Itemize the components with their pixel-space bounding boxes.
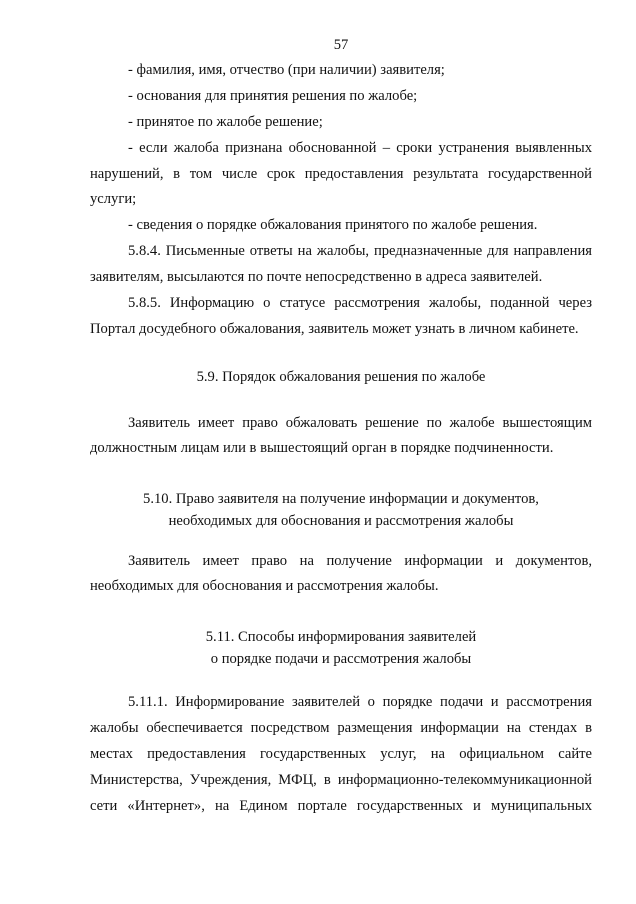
- paragraph-line: заявителям, высылаются по почте непосредственно в адреса заявителей.: [90, 269, 543, 285]
- paragraph-line: Заявитель имеет право на получение информации и документов,: [128, 553, 592, 569]
- list-item: - принятое по жалобе решение;: [128, 114, 323, 130]
- page-number: 57: [333, 37, 349, 53]
- paragraph-line: 5.8.5. Информацию о статусе рассмотрения жалобы, поданной через: [128, 295, 592, 311]
- section-heading: 5.10. Право заявителя на получение информации и документов,: [143, 491, 539, 507]
- section-heading: 5.9. Порядок обжалования решения по жалобе: [196, 369, 486, 385]
- paragraph-line: местах предоставления государственных услуг, на официальном сайте: [90, 746, 592, 762]
- section-heading: необходимых для обоснования и рассмотрения жалобы: [168, 513, 514, 529]
- paragraph-line: Портал досудебного обжалования, заявитель может узнать в личном кабинете.: [90, 321, 579, 337]
- section-heading: 5.11. Способы информирования заявителей: [205, 629, 477, 645]
- paragraph-line: Министерства, Учреждения, МФЦ, в информационно-телекоммуникационной: [90, 772, 592, 788]
- list-item: - если жалоба признана обоснованной – сроки устранения выявленных: [128, 140, 592, 156]
- paragraph-line: 5.11.1. Информирование заявителей о порядке подачи и рассмотрения: [128, 694, 592, 710]
- list-item: - основания для принятия решения по жалобе;: [128, 88, 418, 104]
- paragraph-line: 5.8.4. Письменные ответы на жалобы, предназначенные для направления: [128, 243, 592, 259]
- list-item: - фамилия, имя, отчество (при наличии) заявителя;: [128, 62, 445, 78]
- paragraph-line: должностным лицам или в вышестоящий орган в порядке подчиненности.: [90, 440, 554, 456]
- list-item: - сведения о порядке обжалования принятого по жалобе решения.: [128, 217, 538, 233]
- text-line: услуги;: [90, 191, 137, 207]
- text-line: нарушений, в том числе срок предоставления результата государственной: [90, 166, 592, 182]
- paragraph-line: жалобы обеспечивается посредством размещения информации на стендах в: [90, 720, 592, 736]
- section-heading: о порядке подачи и рассмотрения жалобы: [210, 651, 472, 667]
- paragraph-line: Заявитель имеет право обжаловать решение по жалобе вышестоящим: [128, 415, 592, 431]
- paragraph-line: сети «Интернет», на Едином портале государственных и муниципальных: [90, 798, 592, 814]
- paragraph-line: необходимых для обоснования и рассмотрения жалобы.: [90, 578, 439, 594]
